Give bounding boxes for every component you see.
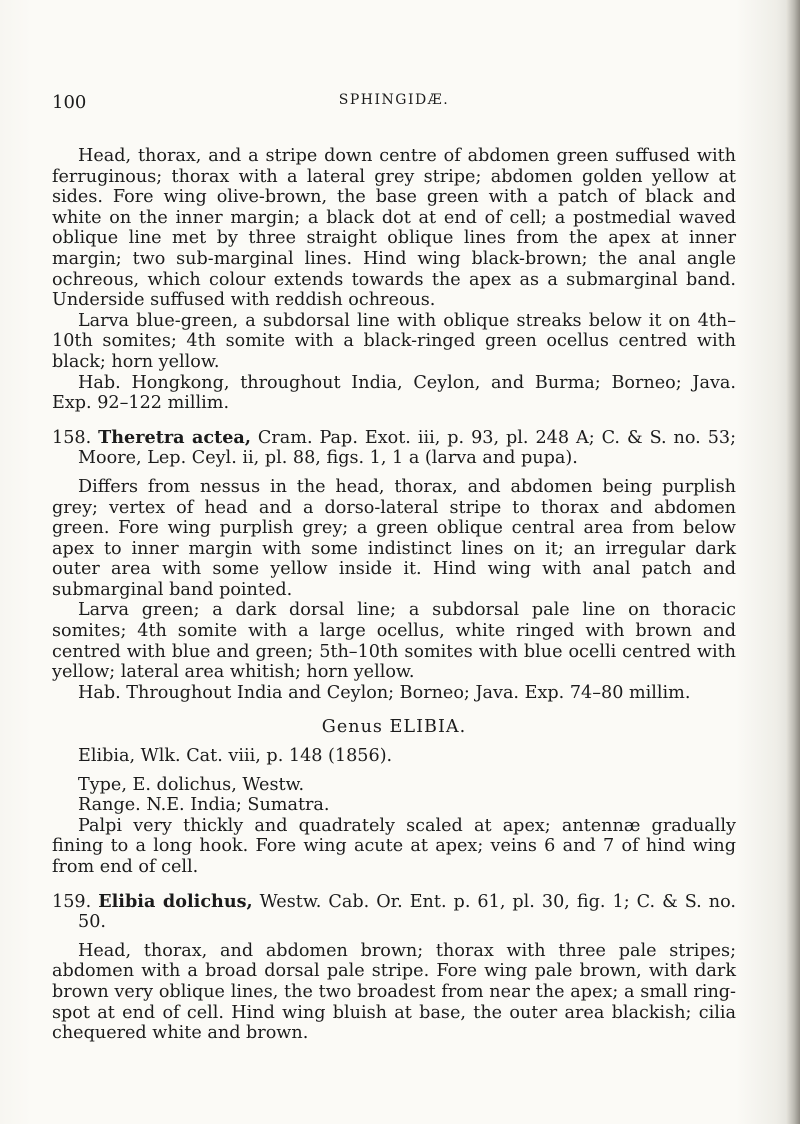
genus-citation: Elibia, Wlk. Cat. viii, p. 148 (1856). (78, 746, 393, 767)
species-heading (52, 892, 736, 933)
genus-description: Palpi very thickly and quadrately scaled at apex; antennæ gradually fining to a long hook. Fore wing acute at apex; veins 6 and 7 of hind wing from end of cell. (52, 815, 736, 877)
description-paragraph: Head, thorax, and abdomen brown; thorax with three pale stripes; abdomen with a broad dorsal pale stripe. Fore wing pale brown, with dark brown very oblique lines, the two broadest from near the apex; a small ring-spot at end of cell. Hind wing bluish at base, the outer area blackish; cilia chequered white and brown. (52, 940, 736, 1044)
species-name: Theretra actea, (98, 426, 251, 448)
page-number: 100 (52, 92, 87, 113)
running-head (52, 92, 736, 114)
genus-heading: Genus ELIBIA. (321, 717, 467, 738)
species-citation: Cram. Pap. Exot. iii, p. 93, pl. 248 A; C. & S. no. 53; Moore, Lep. Ceyl. ii, pl. 88, figs. 1, 1 a (larva and pupa). (78, 427, 737, 469)
page-body (52, 146, 736, 1044)
genus-type: Type, E. dolichus, Westw. (78, 774, 305, 795)
species-number: 159. (52, 891, 92, 912)
species-citation: Westw. Cab. Or. Ent. p. 61, pl. 30, fig. 1; C. & S. no. 50. (78, 891, 736, 933)
habitat-paragraph: Hab. Throughout India and Ceylon; Borneo; Java. Exp. 74–80 millim. (78, 682, 691, 703)
species-heading (52, 428, 736, 469)
running-title: SPHINGIDÆ. (338, 92, 450, 108)
genus-range: Range. N.E. India; Sumatra. (78, 795, 330, 816)
book-spine-edge (786, 0, 800, 1124)
larva-paragraph: Larva green; a dark dorsal line; a subdorsal pale line on thoracic somites; 4th somite with a large ocellus, white ringed with brown and centred with blue and green; 5th–10th somites with blue ocelli centred with yellow; lateral area whitish; horn yellow. (52, 600, 736, 683)
habitat-paragraph: Hab. Hongkong, throughout India, Ceylon, and Burma; Borneo; Java. Exp. 92–122 millim. (52, 372, 736, 414)
description-paragraph: Differs from nessus in the head, thorax, and abdomen being purplish grey; vertex of head and a dorso-lateral stripe to thorax and abdomen green. Fore wing purplish grey; a green oblique central area from below apex to inner margin with some indistinct lines on it; an irregular dark outer area with some yellow inside it. Hind wing with anal patch and submarginal band pointed. (52, 476, 736, 600)
species-name: Elibia dolichus, (98, 890, 253, 912)
description-paragraph: Head, thorax, and a stripe down centre of abdomen green suffused with ferruginous; thorax with a lateral grey stripe; abdomen golden yellow at sides. Fore wing olive-brown, the base green with a patch of black and white on the inner margin; a black dot at end of cell; a postmedial waved oblique line met by three straight oblique lines from the apex at inner margin; two sub-marginal lines. Hind wing black-brown; the anal angle ochreous, which colour extends towards the apex as a submarginal band. Underside suffused with reddish ochreous. (52, 146, 736, 311)
larva-paragraph: Larva blue-green, a subdorsal line with oblique streaks below it on 4th–10th somites; 4th somite with a black-ringed green ocellus centred with black; horn yellow. (52, 310, 736, 372)
species-number: 158. (52, 427, 92, 448)
